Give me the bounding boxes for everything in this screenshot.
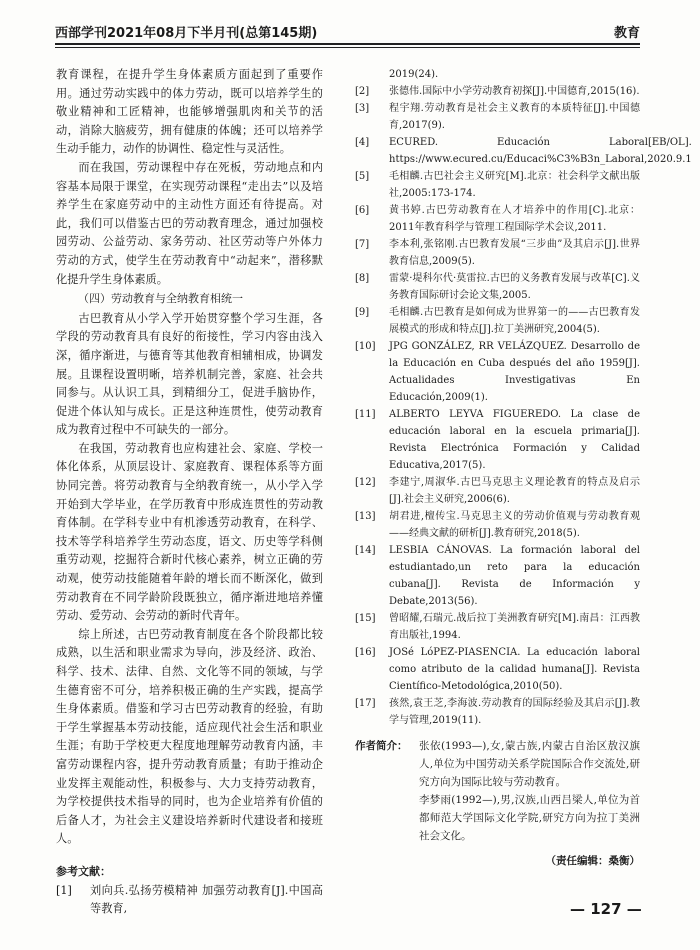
reference-number: [17] [355,698,376,709]
reference-number: [3] [355,103,370,114]
right-column [355,66,692,870]
section-label: 教育 [613,26,640,41]
reference-number: [12] [355,477,376,488]
body-paragraph: 综上所述，古巴劳动教育制度在各个阶段都比较成熟，以生活和职业需求为导向，涉及经济、政治、科学、技术、法律、自然、文化等不同的领域，与学生德育密不可分，培养积极正确的生产实践，提高学生身体素质。借鉴和学习古巴劳动教育的经验，有助于学生掌握基本劳动技能，适应现代社会生活和职业生涯；有助于学校更大程度地理解劳动教育内涵，丰富劳动课程内容，提升劳动教育质量；有助于推动企业发挥主观能动性，积极参与、大力支持劳动教育，为学校提供技术指导的同时，也为企业培养有价值的后备人才，为社会主义建设培养新时代建设者和接班人。 [56,627,323,846]
reference-number: [2] [355,86,370,97]
reference-text: 李本利,张铭刚.古巴教育发展“三步曲”及其启示[J].世界教育信息,2009(5). [389,239,640,267]
reference-text: LESBIA CÁNOVAS. La formación laboral del estudiantado,un reto para la educación cubana[J]. Revista de Información y Debate,2013(56). [389,545,640,607]
reference-item [355,542,640,610]
reference-text: 程宇翔.劳动教育是社会主义教育的本质特征[J].中国德育,2017(9). [389,103,640,131]
author-intro-label: 作者简介： [355,740,408,752]
reference-item [355,406,640,474]
reference-item [355,695,640,729]
reference-text: ALBERTO LEYVA FIGUEREDO. La clase de educación laboral en la escuela primaria[J]. Revista Electrónica Formación y Calidad Educativa,2017(5). [389,409,640,471]
reference-item [355,304,640,338]
body-paragraph: 在我国，劳动教育也应构建社会、家庭、学校一体化体系，从顶层设计、家庭教育、课程体系等方面协同完善。将劳动教育与全纳教育统一，从小学入学开始到大学毕业，在学历教育中形成连贯性的劳动教育体制。在学科专业中有机渗透劳动教育，在科学、技术等学科培养学生劳动态度，语文、历史等学科侧重劳动观，挖掘符合新时代核心素养，树立正确的劳动观，使劳动技能随着年龄的增长而不断深化，做到劳动教育在不同学龄阶段既独立，循序渐进地培养懂劳动、爱劳动、会劳动的新时代青年。 [56,441,323,623]
reference-text: 孩然,袁王芝,李海波.劳动教育的国际经验及其启示[J].教学与管理,2019(11). [389,698,640,726]
reference-text: 胡君进,檀传宝.马克思主义的劳动价值观与劳动教育观——经典文献的研析[J].教育研究,2018(5). [389,511,640,539]
reference-text: JOSé LóPEZ-PIASENCIA. La educación laboral como atributo de la calidad humana[J]. Revista Científico-Metodológica,2010(50). [389,647,640,692]
reference-text: ECURED. Educación Laboral[EB/OL]. https://www.ecured.cu/Educaci%C3%B3n_Laboral,2020.9.1 [389,137,692,165]
journal-title: 西部学刊2021年08月下半月刊(总第145期) [55,26,318,41]
left-column [56,66,323,919]
reference-text: JPG GONZÁLEZ, RR VELÁZQUEZ. Desarrollo de la Educación en Cuba después del año 1959[J]. Actualidades Investigativas En Educación,2009(1). [389,341,640,403]
reference-continuation: 2019(24). [389,69,439,80]
reference-number: [1] [56,883,72,897]
reference-number: [11] [355,409,376,420]
reference-text: 刘向兵.弘扬劳模精神 加强劳动教育[J].中国高等教育, [90,883,323,916]
body-paragraph: 教育课程，在提升学生身体素质方面起到了重要作用。通过劳动实践中的体力劳动，既可以培养学生的敬业精神和工匠精神，也能够增强肌肉和关节的活动，消除大脑疲劳，拥有健康的体魄；还可以培养学生动手能力，动作的协调性、稳定性与灵活性。 [56,68,323,156]
body-paragraph: 古巴教育从小学入学开始贯穿整个学习生涯，各学段的劳动教育具有良好的衔接性，学习内容由浅入深，循序渐进，与德育等其他教育相辅相成，协调发展。且课程设置明晰，培养机制完善，家庭、社会共同参与。从认识工具，到精细分工，促进手脑协作，促进个体认知与成长。正是这种连贯性，使劳动教育成为教育过程中不可缺失的一部分。 [56,311,323,437]
reference-item [355,270,640,304]
reference-number: [10] [355,341,376,352]
references-title: 参考文献： [56,864,111,878]
reference-text: 曾昭耀,石瑞元.战后拉丁美洲教育研究[M].南昌：江西教育出版社,1994. [389,613,640,641]
reference-number: [13] [355,511,376,522]
reference-item [355,338,640,406]
body-paragraph: 而在我国，劳动课程中存在死板，劳动地点和内容基本局限于课堂，在实现劳动课程“走出去”以及培养学生在家庭劳动中的主动性方面还有待提高。对此，我们可以借鉴古巴的劳动教育理念，通过加强校园劳动、公益劳动、家务劳动、社区劳动等户外体力劳动的方式，使学生在劳动教育中“动起来”，潜移默化提升学生身体素质。 [56,160,323,286]
reference-item [355,202,640,236]
page-header [55,20,640,44]
author-intro [355,737,640,845]
reference-text: 张德伟.国际中小学劳动教育初探[J].中国德育,2015(16). [389,86,640,97]
reference-number: [9] [355,307,370,318]
responsible-editor: （责任编辑：桑衡） [545,855,640,867]
reference-item [355,474,640,508]
reference-item [355,100,640,134]
header-rule-thin [55,47,640,48]
reference-number: [6] [355,205,370,216]
reference-number: [5] [355,171,370,182]
author-bio: 李梦雨(1992—),男,汉族,山西吕梁人,单位为首都师范大学国际文化学院,研究方向为拉丁美洲社会文化。 [419,794,640,842]
reference-item [355,644,640,695]
reference-text: 雷蒙·堤科尔代·莫雷拉.古巴的义务教育发展与改革[C].义务教育国际研讨会论文集,2005. [389,273,640,301]
reference-text: 李建宁,周淑华.古巴马克思主义理论教育的特点及启示[J].社会主义研究,2006(6). [389,477,640,505]
reference-item [355,508,640,542]
reference-number: [8] [355,273,370,284]
reference-number: [7] [355,239,370,250]
reference-item [355,236,640,270]
reference-item [355,610,640,644]
reference-item [355,83,640,100]
reference-text: 毛相麟.古巴社会主义研究[M].北京：社会科学文献出版社,2005:173-174. [389,171,640,199]
reference-number: [4] [355,137,370,148]
reference-number: [16] [355,647,376,658]
reference-number: [14] [355,545,376,556]
reference-item [355,168,640,202]
author-bio: 张依(1993—),女,蒙古族,内蒙古自治区敖汉旗人,单位为中国劳动关系学院国际合作交流处,研究方向为国际比较与劳动教育。 [419,740,640,788]
reference-item [56,882,323,919]
reference-text: 黄书婷.古巴劳动教育在人才培养中的作用[C].北京：2011年教育科学与管理工程国际学术会议,2011. [389,205,640,233]
section-subheading: （四）劳动教育与全纳教育相统一 [78,292,243,306]
references-list [355,83,692,729]
page-number: — 127 — [570,900,642,918]
reference-number: [15] [355,613,376,624]
reference-text: 毛相麟.古巴教育是如何成为世界第一的——古巴教育发展模式的形成和特点[J].拉丁美洲研究,2004(5). [389,307,640,335]
header-rule-thick [55,43,640,45]
reference-item [355,134,692,168]
